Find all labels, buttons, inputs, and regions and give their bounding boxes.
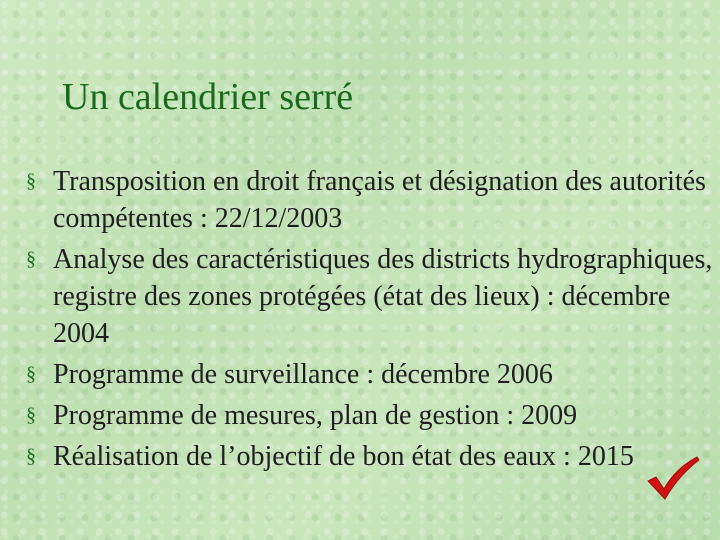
bullet-item [26,163,716,237]
bullet-item [26,356,716,393]
bullet-text: Transposition en droit français et désignation des autorités compétentes : 22/12/2003 [53,166,706,234]
check-mark-icon [645,455,700,500]
bullet-marker-icon: § [26,170,36,192]
bullet-text: Analyse des caractéristiques des districts hydrographiques, registre des zones protégées (état des lieux) : décembre 2004 [53,244,713,349]
bullet-item [26,241,716,352]
bullet-text: Programme de mesures, plan de gestion : 2009 [53,400,578,431]
slide-title: Un calendrier serré [62,76,354,118]
bullet-marker-icon: § [26,404,36,426]
bullet-item [26,438,716,475]
bullet-item [26,397,716,434]
bullet-marker-icon: § [26,363,36,385]
bullet-text: Réalisation de l’objectif de bon état des eaux : 2015 [53,441,634,472]
bullet-marker-icon: § [26,445,36,467]
bullet-list [26,163,716,479]
bullet-text: Programme de surveillance : décembre 2006 [53,359,553,390]
bullet-marker-icon: § [26,248,36,270]
